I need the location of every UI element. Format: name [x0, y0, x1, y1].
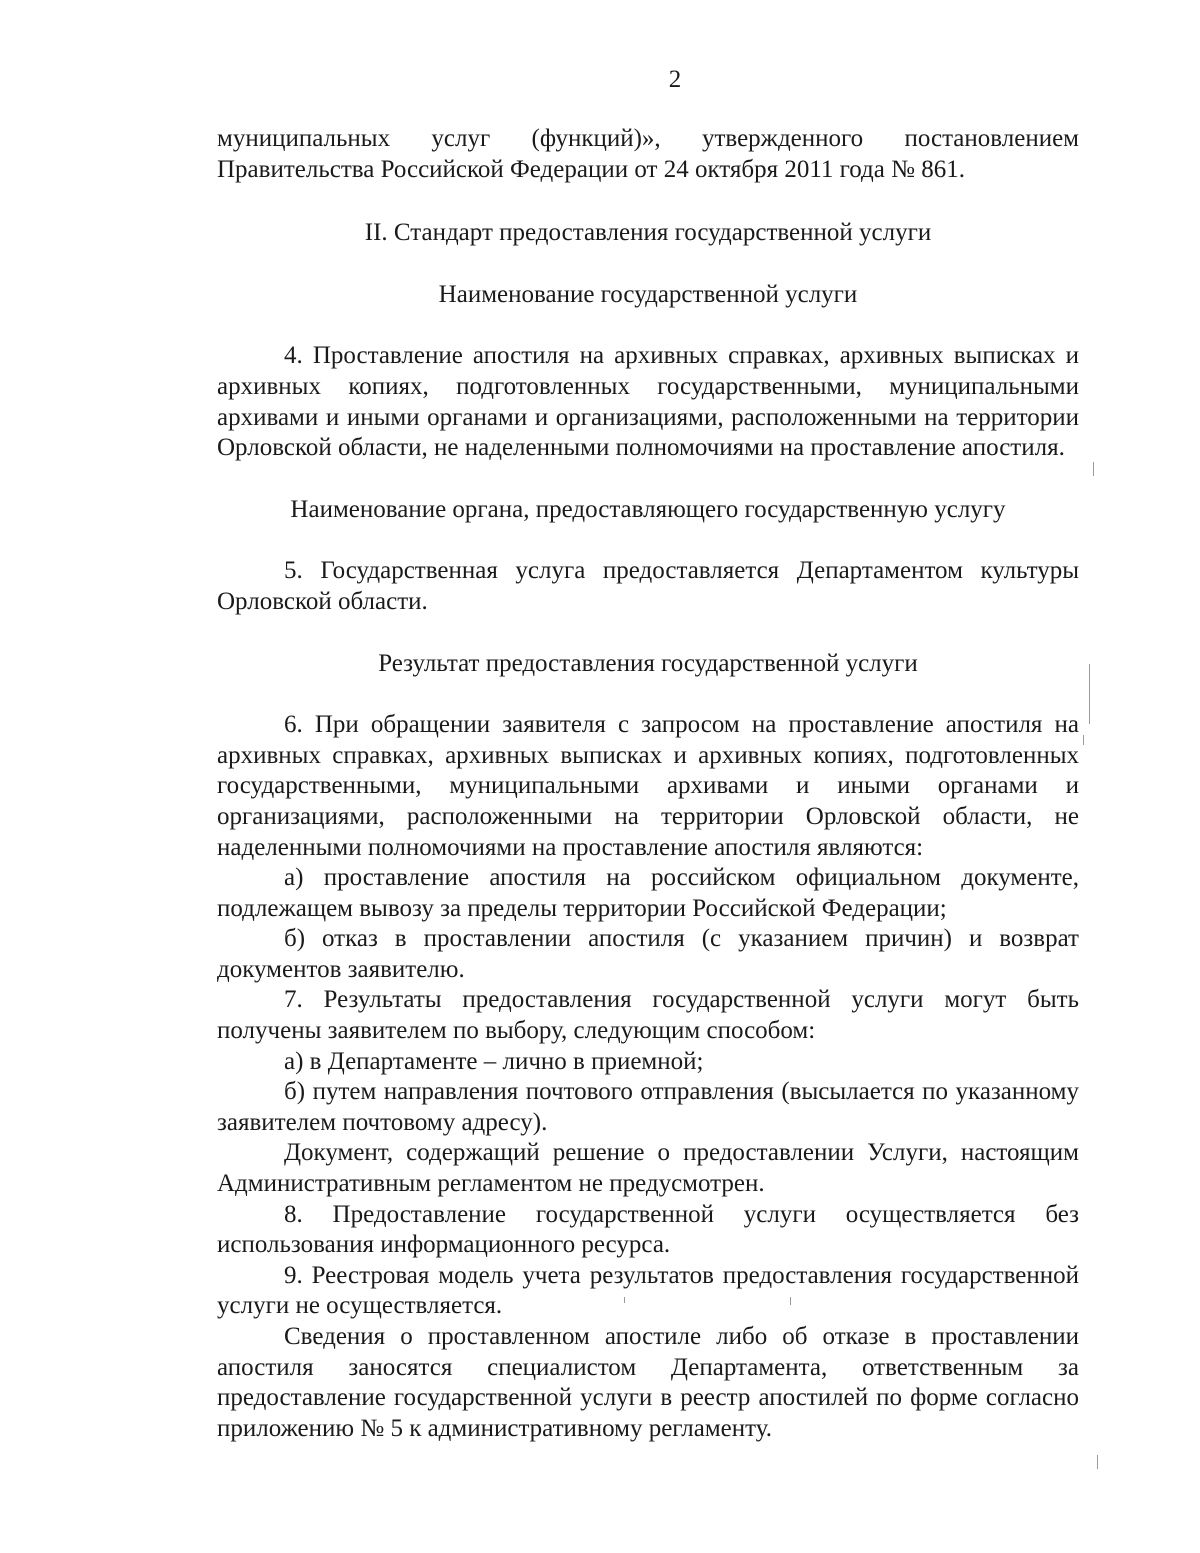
- section-title: II. Стандарт предоставления государственной услуги: [364, 219, 932, 247]
- paragraph-5: 5. Государственная услуга предоставляется Департаментом культуры Орловской области.: [217, 557, 1079, 615]
- paragraph-6a: а) проставление апостиля на российском официальном документе, подлежащем вывозу за пределы территории Российской Федерации;: [217, 864, 1079, 922]
- paragraph-7b: б) путем направления почтового отправления (высылается по указанному заявителем почтовому адресу).: [217, 1078, 1079, 1136]
- paragraph-9a: Сведения о проставленном апостиле либо об отказе в проставлении апостиля заносятся специалистом Департамента, ответственным за предоставление государственной услуги в реестр апостилей по форме согласно приложению № 5 к административному регламенту.: [217, 1323, 1079, 1442]
- heading-service-result: Результат предоставления государственной услуги: [378, 649, 918, 677]
- scan-mark: [1093, 462, 1094, 476]
- paragraph-6: 6. При обращении заявителя с запросом на проставление апостиля на архивных справках, архивных выписках и архивных копиях, подготовленных государственными, муниципальными архивами и иными органами и организациями, расположенными на территории Орловской области, не наделенными полномочиями на проставление апостиля являются:: [217, 711, 1079, 861]
- heading-service-body: Наименование органа, предоставляющего государственную услугу: [290, 495, 1006, 523]
- scan-mark: [624, 1297, 625, 1303]
- scan-mark: [1083, 735, 1084, 745]
- heading-service-name: Наименование государственной услуги: [438, 280, 858, 308]
- paragraph-6b: б) отказ в проставлении апостиля (с указанием причин) и возврат документов заявителю.: [217, 925, 1079, 983]
- scan-mark: [1089, 664, 1090, 724]
- paragraph-8: 8. Предоставление государственной услуги осуществляется без использования информационного ресурса.: [217, 1200, 1079, 1259]
- paragraph-9: 9. Реестровая модель учета результатов предоставления государственной услуги не осуществляется.: [217, 1261, 1079, 1320]
- page-number: 2: [668, 66, 682, 93]
- document-body: [217, 124, 1079, 1444]
- paragraph-7: 7. Результаты предоставления государственной услуги могут быть получены заявителем по выбору, следующим способом:: [217, 986, 1079, 1045]
- intro-paragraph: муниципальных услуг (функций)», утвержденного постановлением Правительства Российской Федерации от 24 октября 2011 года № 861.: [217, 125, 1079, 183]
- scan-mark: [1097, 1455, 1098, 1469]
- paragraph-7a: а) в Департаменте – лично в приемной;: [284, 1047, 704, 1075]
- scan-mark: [790, 1297, 791, 1305]
- paragraph-4: 4. Проставление апостиля на архивных справках, архивных выписках и архивных копиях, подготовленных государственными, муниципальными архивами и иными органами и организациями, расположенными на территории Орловской области, не наделенными полномочиями на проставление апостиля.: [217, 342, 1079, 462]
- paragraph-7c: Документ, содержащий решение о предоставлении Услуги, настоящим Административным регламентом не предусмотрен.: [217, 1139, 1079, 1198]
